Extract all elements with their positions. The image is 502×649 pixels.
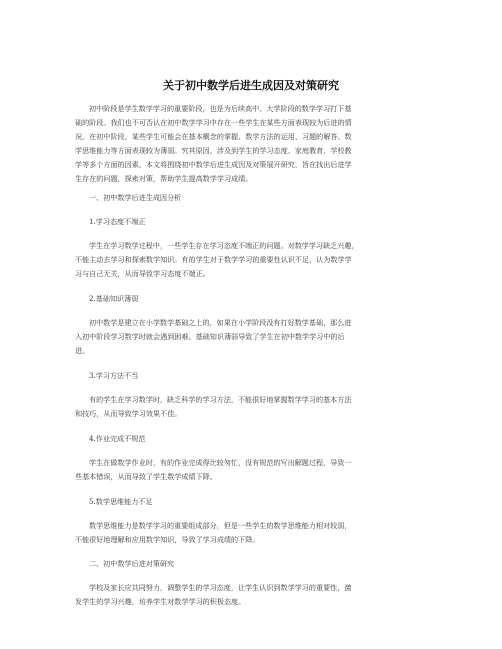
- paragraph-line: 学生在做数学作业时，有的作业完成得比较匆忙，没有规范的写出解题过程，导致一: [89, 458, 352, 467]
- subsection-heading: 3.学习方法不当: [89, 371, 139, 380]
- paragraph-line: 入初中阶段学习数学时就会遇到困难。基础知识薄弱导致了学生在初中数学学习中的后: [75, 332, 345, 341]
- intro-paragraph: [75, 102, 435, 186]
- paragraph-line: 学生在学习数学过程中，一些学生存在学习态度不端正的问题。对数学学习缺乏兴趣，: [89, 241, 359, 250]
- page-title: 关于初中数学后进生成因及对策研究: [163, 79, 339, 92]
- paragraph-line: 发学生的学习兴趣，培养学生对数学学习的积极态度。: [75, 597, 246, 606]
- subsection-4: [75, 432, 435, 484]
- paragraph-line: 初中数学是建立在小学数学基础之上的，如果在小学阶段没有打好数学基础，那么进: [89, 318, 352, 327]
- intro-line: 学等多个方面的因素。本文将围绕初中数学后进生成因及对策展开研究，旨在找出后进学: [75, 160, 352, 169]
- paragraph-line: 习与自己无关，从而导致学习态度不端正。: [75, 269, 210, 278]
- section-heading: 一、初中数学后进生成因分析: [89, 193, 182, 202]
- subsection-1: [75, 215, 435, 281]
- subsection-heading: 2.基础知识薄弱: [89, 294, 139, 303]
- intro-line: 学思维能力等方面表现较为薄弱。究其原因，涉及到学生的学习态度、家庭教育、学校教: [75, 146, 352, 155]
- section-1-heading-block: [75, 191, 435, 205]
- subsection-3: [75, 369, 435, 421]
- intro-line: 础的阶段。我们也不可否认在初中数学学习中存在一些学生在某些方面表现较为后进的情: [75, 118, 352, 127]
- paragraph-line: 进。: [75, 346, 90, 355]
- paragraph-line: 学校及家长应共同努力，调整学生的学习态度，让学生认识到数学学习的重要性，激: [89, 583, 352, 592]
- section-2: [75, 557, 435, 609]
- paragraph-line: 有的学生在学习数学时，缺乏科学的学习方法，不能很好地掌握数学学习的基本方法: [89, 395, 352, 404]
- subsection-heading: 5.数学思维能力不足: [89, 497, 153, 506]
- subsection-heading: 4.作业完成不规范: [89, 434, 146, 443]
- subsection-2: [75, 292, 435, 358]
- paragraph-line: 不能很好地理解和应用数学知识，导致了学习成绩的下降。: [75, 535, 260, 544]
- subsection-heading: 1.学习态度不端正: [89, 217, 146, 226]
- paragraph-line: 数学思维能力是数学学习的重要组成部分，但是一些学生的数学思维能力相对较弱，: [89, 521, 352, 530]
- section-heading: 二、初中数学后进对策研究: [89, 559, 175, 568]
- intro-line: 生存在的问题，探索对策，帮助学生提高数学学习成绩。: [75, 174, 253, 183]
- intro-line: 初中阶段是学生数学学习的重要阶段，也是为后续高中、大学阶段的数学学习打下基: [89, 104, 352, 113]
- subsection-5: [75, 495, 435, 547]
- intro-line: 况。在初中阶段，某些学生可能会在基本概念的掌握、数学方法的运用、习题的解答、数: [75, 132, 352, 141]
- paragraph-line: 些基本错误，从而导致了学生数学成绩下降。: [75, 472, 217, 481]
- paragraph-line: 和技巧，从而导致学习效果不佳。: [75, 409, 182, 418]
- paragraph-line: 不能主动去学习和探索数学知识。有的学生对于数学学习的重要性认识不足，认为数学学: [75, 255, 352, 264]
